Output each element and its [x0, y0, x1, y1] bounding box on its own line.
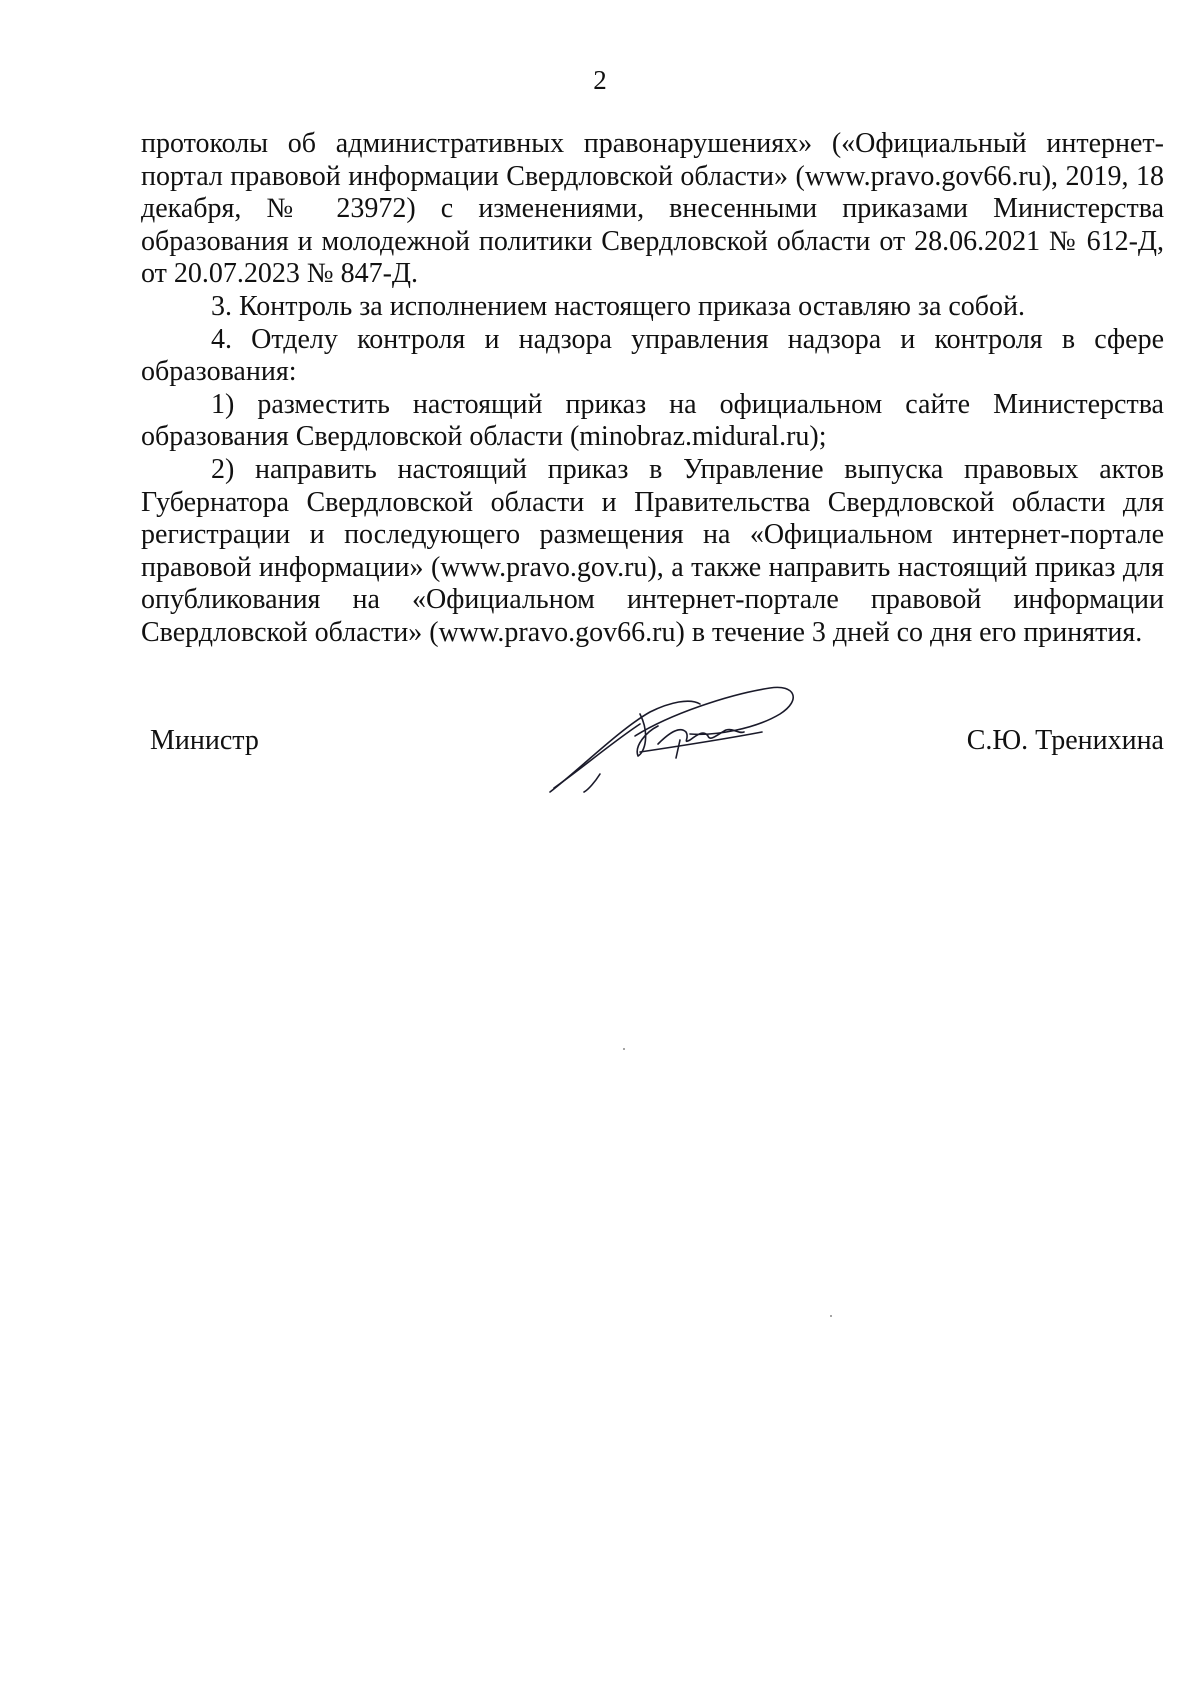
- document-body: [141, 128, 1164, 650]
- paragraph-subitem-1: 1) разместить настоящий приказ на официальном сайте Министерства образования Свердловской области (minobraz.midural.ru);: [141, 388, 1164, 453]
- handwritten-signature: [540, 674, 810, 798]
- page-number: 2: [593, 65, 607, 95]
- scan-speck: [830, 1315, 832, 1317]
- paragraph-subitem-2: 2) направить настоящий приказ в Управление выпуска правовых актов Губернатора Свердловской области и Правительства Свердловской области для регистрации и последующего размещения на «Официальном интернет-портале правовой информации» (www.pravo.gov.ru), а также направить настоящий приказ для опубликования на «Официальном интернет-портале правовой информации Свердловской области» (www.pravo.gov66.ru) в течение 3 дней со дня его принятия.: [141, 453, 1164, 648]
- paragraph-item-3: 3. Контроль за исполнением настоящего приказа оставляю за собой.: [211, 290, 1026, 322]
- scan-speck: [623, 1048, 625, 1050]
- paragraph-continuation: протоколы об административных правонарушениях» («Официальный интернет-портал правовой информации Свердловской области» (www.pravo.gov66.ru), 2019, 18 декабря, № 23972) с изменениями, внесенными приказами Министерства образования и молодежной политики Свердловской области от 28.06.2021 № 612-Д, от 20.07.2023 № 847-Д.: [141, 128, 1164, 290]
- signatory-name: С.Ю. Тренихина: [966, 725, 1164, 756]
- paragraph-item-4: 4. Отделу контроля и надзора управления надзора и контроля в сфере образования:: [141, 323, 1164, 388]
- signatory-title: Министр: [150, 725, 259, 756]
